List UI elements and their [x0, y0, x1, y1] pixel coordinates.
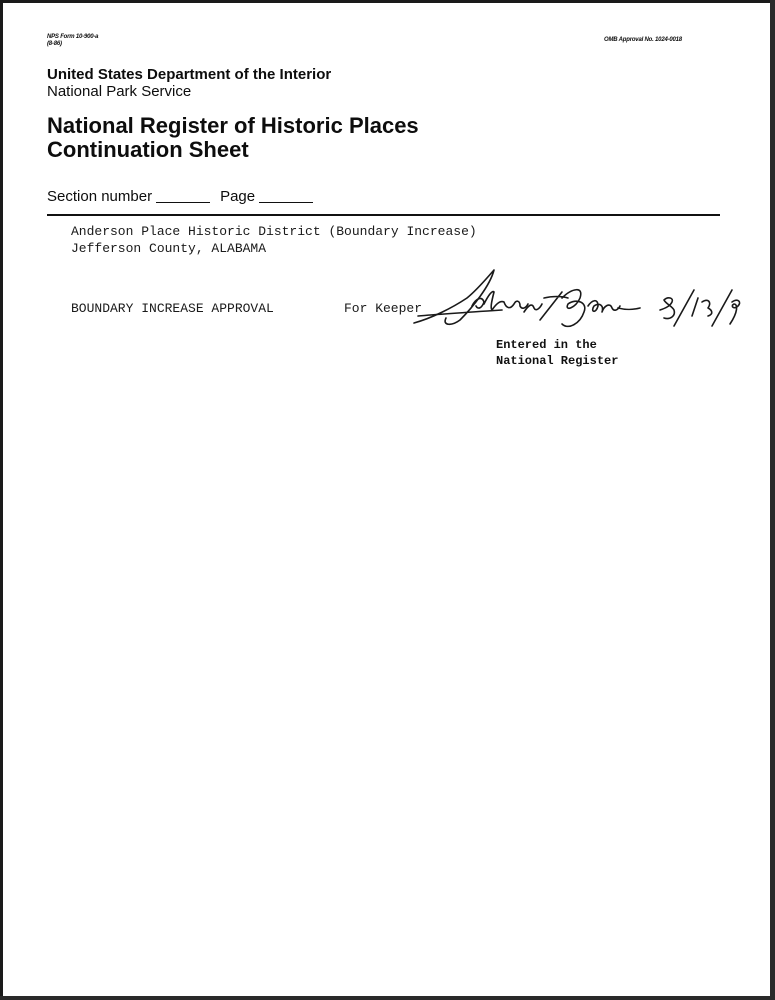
form-number: NPS Form 10-900-a [47, 34, 99, 40]
register-stamp-line1: Entered in the [496, 338, 597, 352]
keeper-label: For Keeper [344, 301, 423, 316]
form-title: National Register of Historic Places [47, 113, 419, 138]
scan-edge-left [0, 0, 3, 1000]
property-location: Jefferson County, ALABAMA [71, 241, 267, 256]
page-label: Page [220, 188, 256, 205]
register-stamp-line2: National Register [496, 354, 619, 368]
approval-label: BOUNDARY INCREASE APPROVAL [71, 301, 274, 316]
omb-approval-number: OMB Approval No. 1024-0018 [604, 37, 682, 43]
form-revision: (8-86) [47, 41, 62, 47]
scan-edge-bottom [0, 996, 775, 1000]
scan-edge-top [0, 0, 775, 3]
section-page-line [47, 188, 323, 205]
department-name: United States Department of the Interior [47, 66, 332, 83]
property-name: Anderson Place Historic District (Boundary Increase) [71, 224, 477, 239]
section-number-blank [156, 202, 210, 203]
keeper-signature [412, 268, 747, 340]
form-subtitle: Continuation Sheet [47, 137, 249, 162]
form-identifier [47, 34, 98, 48]
header-divider [47, 214, 720, 216]
scan-edge-right [770, 0, 775, 1000]
page-number-blank [259, 202, 313, 203]
agency-name: National Park Service [47, 83, 192, 100]
section-number-label: Section number [47, 188, 153, 205]
